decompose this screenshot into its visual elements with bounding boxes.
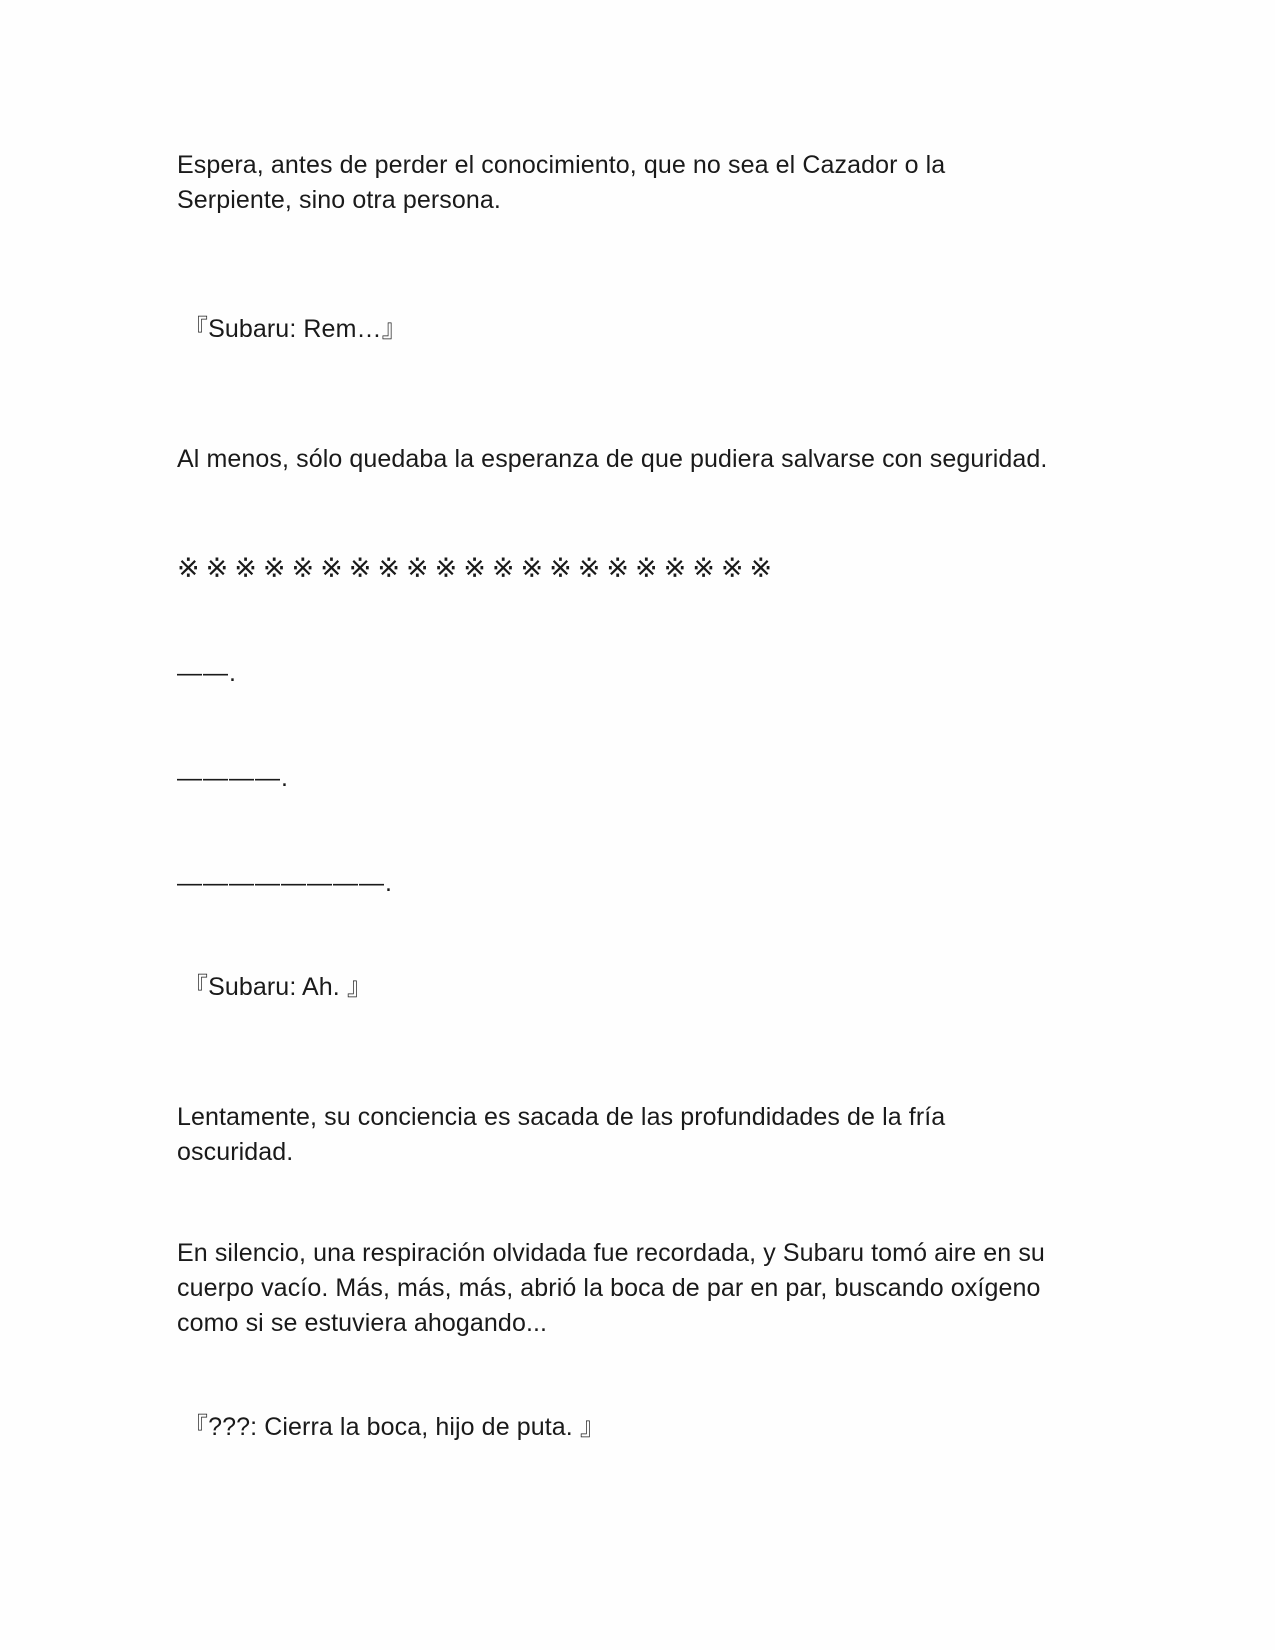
paragraph-4-line-3: como si se estuviera ahogando...	[177, 1309, 548, 1337]
dialogue-unknown: 『???: Cierra la boca, hijo de puta. 』	[183, 1413, 605, 1441]
dash-line-2: ————.	[177, 764, 289, 792]
paragraph-3-line-1: Lentamente, su conciencia es sacada de las profundidades de la fría	[177, 1103, 946, 1131]
scene-separator: ※※※※※※※※※※※※※※※※※※※※※	[177, 553, 779, 583]
dialogue-subaru-rem: 『Subaru: Rem…』	[183, 315, 407, 343]
dash-line-1: ——.	[177, 659, 237, 687]
paragraph-1-line-2: Serpiente, sino otra persona.	[177, 186, 501, 214]
paragraph-4-line-2: cuerpo vacío. Más, más, más, abrió la boca de par en par, buscando oxígeno	[177, 1274, 1041, 1302]
dialogue-subaru-ah: 『Subaru: Ah. 』	[183, 973, 372, 1001]
paragraph-4-line-1: En silencio, una respiración olvidada fue recordada, y Subaru tomó aire en su	[177, 1239, 1045, 1267]
paragraph-2: Al menos, sólo quedaba la esperanza de que pudiera salvarse con seguridad.	[177, 445, 1048, 473]
dash-line-3: ————————.	[177, 869, 393, 897]
paragraph-3-line-2: oscuridad.	[177, 1138, 294, 1166]
paragraph-1-line-1: Espera, antes de perder el conocimiento, que no sea el Cazador o la	[177, 151, 946, 179]
